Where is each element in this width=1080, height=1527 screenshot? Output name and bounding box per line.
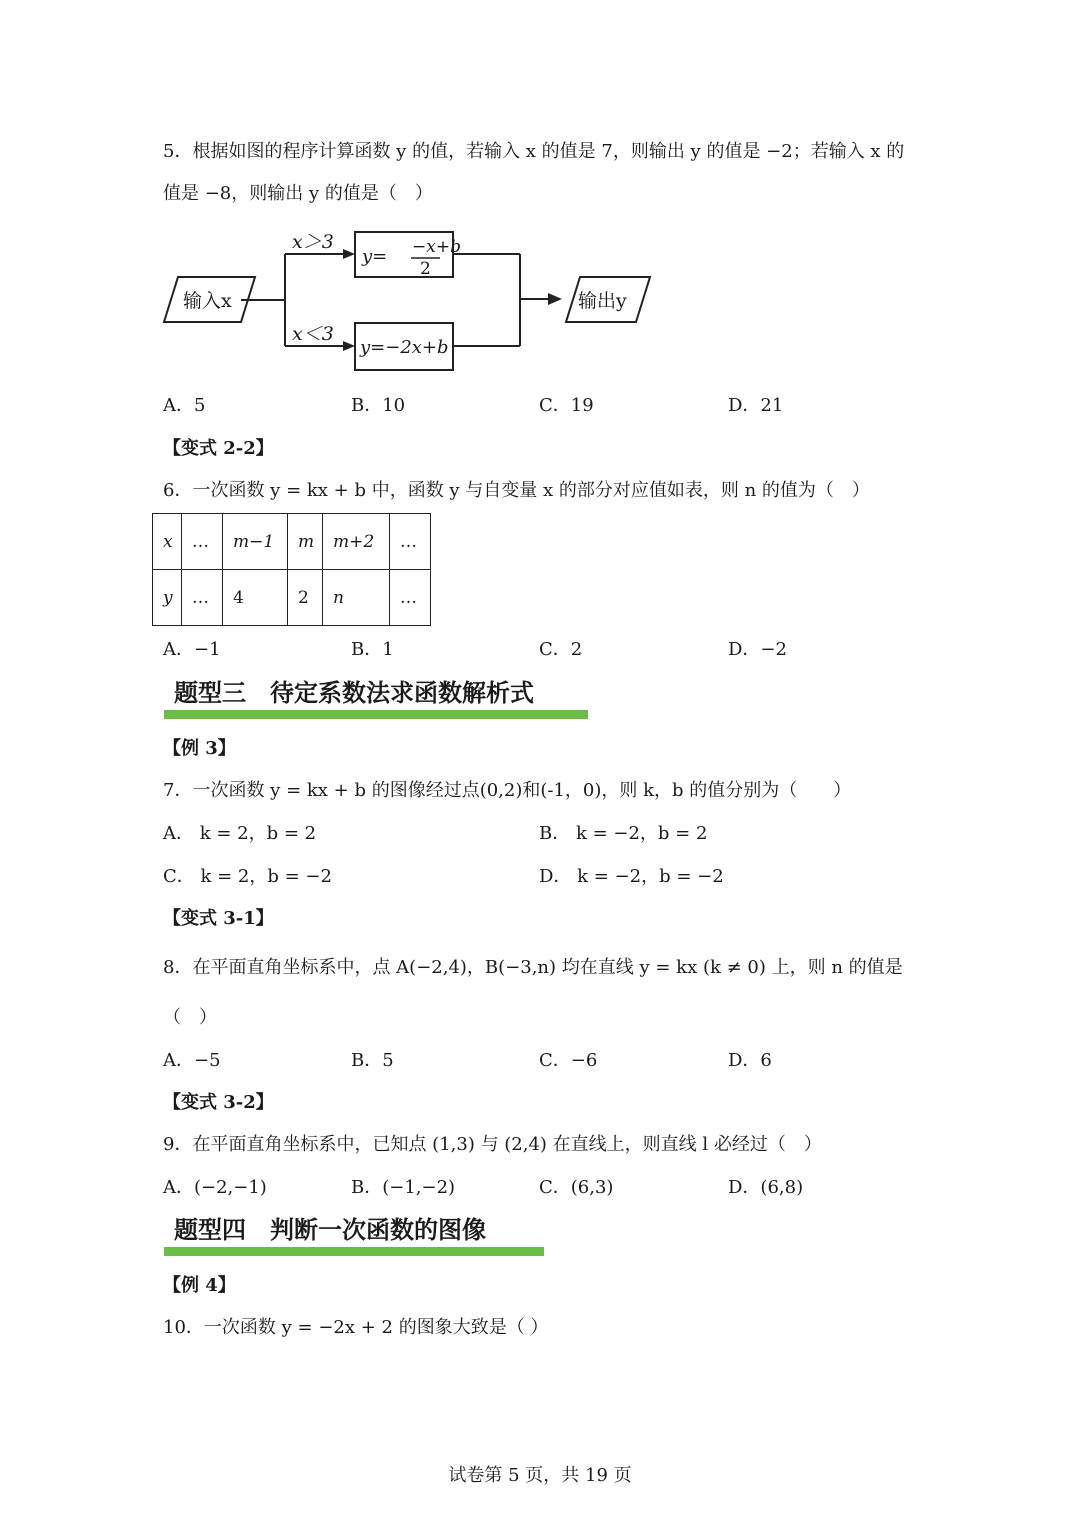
table-cell: n: [323, 570, 390, 626]
example-3-label: 【例 3】: [163, 738, 236, 759]
q8-answer-paren: （ ）: [163, 1007, 217, 1028]
table-cell: m+2: [323, 514, 390, 570]
formula-top-den: 2: [420, 259, 431, 279]
q5-option-a: A．5: [163, 395, 206, 416]
example-4-label: 【例 4】: [163, 1275, 236, 1296]
q6-option-c: C．2: [539, 639, 583, 660]
formula-bottom: y=−2x+b: [360, 337, 449, 358]
q9-option-d: D．(6,8): [728, 1177, 804, 1198]
table-row-x: [153, 514, 431, 570]
q5-option-d: D．21: [728, 395, 784, 416]
table-row-y: [153, 570, 431, 626]
q7-option-d: D． k = −2，b = −2: [539, 866, 724, 887]
q6-option-b: B．1: [351, 639, 394, 660]
formula-top-num: −x+b: [412, 237, 461, 257]
page-footer: 试卷第 5 页，共 19 页: [448, 1465, 632, 1486]
table-cell: …: [182, 570, 223, 626]
q10-text: 10．一次函数 y = −2x + 2 的图象大致是（ ）: [163, 1317, 549, 1338]
arrow-head-bottom: [343, 341, 355, 351]
q5-option-b: B．10: [351, 395, 406, 416]
section-4-underline: [164, 1247, 544, 1256]
q9-text: 9．在平面直角坐标系中，已知点 (1,3) 与 (2,4) 在直线上，则直线 l 必经过（ ）: [163, 1134, 822, 1155]
cond-bottom: x＜3: [292, 323, 334, 345]
section-4-title: 题型四 判断一次函数的图像: [174, 1216, 486, 1244]
q9-option-c: C．(6,3): [539, 1177, 614, 1198]
table-cell: m: [288, 514, 323, 570]
table-cell: …: [182, 514, 223, 570]
table-cell: x: [153, 514, 182, 570]
variant-2-2-label: 【变式 2-2】: [163, 438, 274, 459]
q8-text: 8．在平面直角坐标系中，点 A(−2,4)，B(−3,n) 均在直线 y = kx (k ≠ 0) 上，则 n 的值是: [163, 957, 903, 978]
q8-option-c: C．−6: [539, 1050, 598, 1071]
arrow-head-output: [548, 293, 562, 305]
table-cell: y: [153, 570, 182, 626]
variant-3-2-label: 【变式 3-2】: [163, 1092, 274, 1113]
q9-option-b: B．(−1,−2): [351, 1177, 456, 1198]
value-table: [152, 513, 431, 626]
q5-line1: 5．根据如图的程序计算函数 y 的值，若输入 x 的值是 7，则输出 y 的值是 −2；若输入 x 的: [163, 141, 905, 162]
q8-option-a: A．−5: [163, 1050, 221, 1071]
q5-option-c: C．19: [539, 395, 594, 416]
table-cell: 4: [223, 570, 288, 626]
q6-option-d: D．−2: [728, 639, 787, 660]
q7-option-c: C． k = 2，b = −2: [163, 866, 332, 887]
arrow-head-top: [343, 249, 355, 259]
q9-option-a: A．(−2,−1): [163, 1177, 267, 1198]
q7-text: 7．一次函数 y = kx + b 的图像经过点(0,2)和(-1，0)，则 k，b 的值分别为（ ）: [163, 780, 852, 801]
q6-text: 6．一次函数 y = kx + b 中，函数 y 与自变量 x 的部分对应值如表，则 n 的值为（ ）: [163, 480, 870, 501]
cond-top: x＞3: [292, 231, 334, 253]
q8-option-b: B．5: [351, 1050, 394, 1071]
table-cell: m−1: [223, 514, 288, 570]
section-3-title: 题型三 待定系数法求函数解析式: [174, 679, 534, 707]
table-cell: …: [390, 570, 431, 626]
section-3-underline: [164, 710, 588, 719]
q7-option-a: A． k = 2，b = 2: [163, 823, 317, 844]
table-cell: …: [390, 514, 431, 570]
q7-option-b: B． k = −2，b = 2: [539, 823, 708, 844]
input-label: 输入x: [183, 290, 232, 312]
table-cell: 2: [288, 570, 323, 626]
output-label: 输出y: [578, 290, 627, 312]
q5-line2: 值是 −8，则输出 y 的值是（ ）: [163, 183, 433, 204]
variant-3-1-label: 【变式 3-1】: [163, 908, 274, 929]
formula-top-left: y=: [362, 246, 388, 267]
flowchart: [150, 220, 670, 385]
q8-option-d: D．6: [728, 1050, 772, 1071]
q6-option-a: A．−1: [163, 639, 221, 660]
